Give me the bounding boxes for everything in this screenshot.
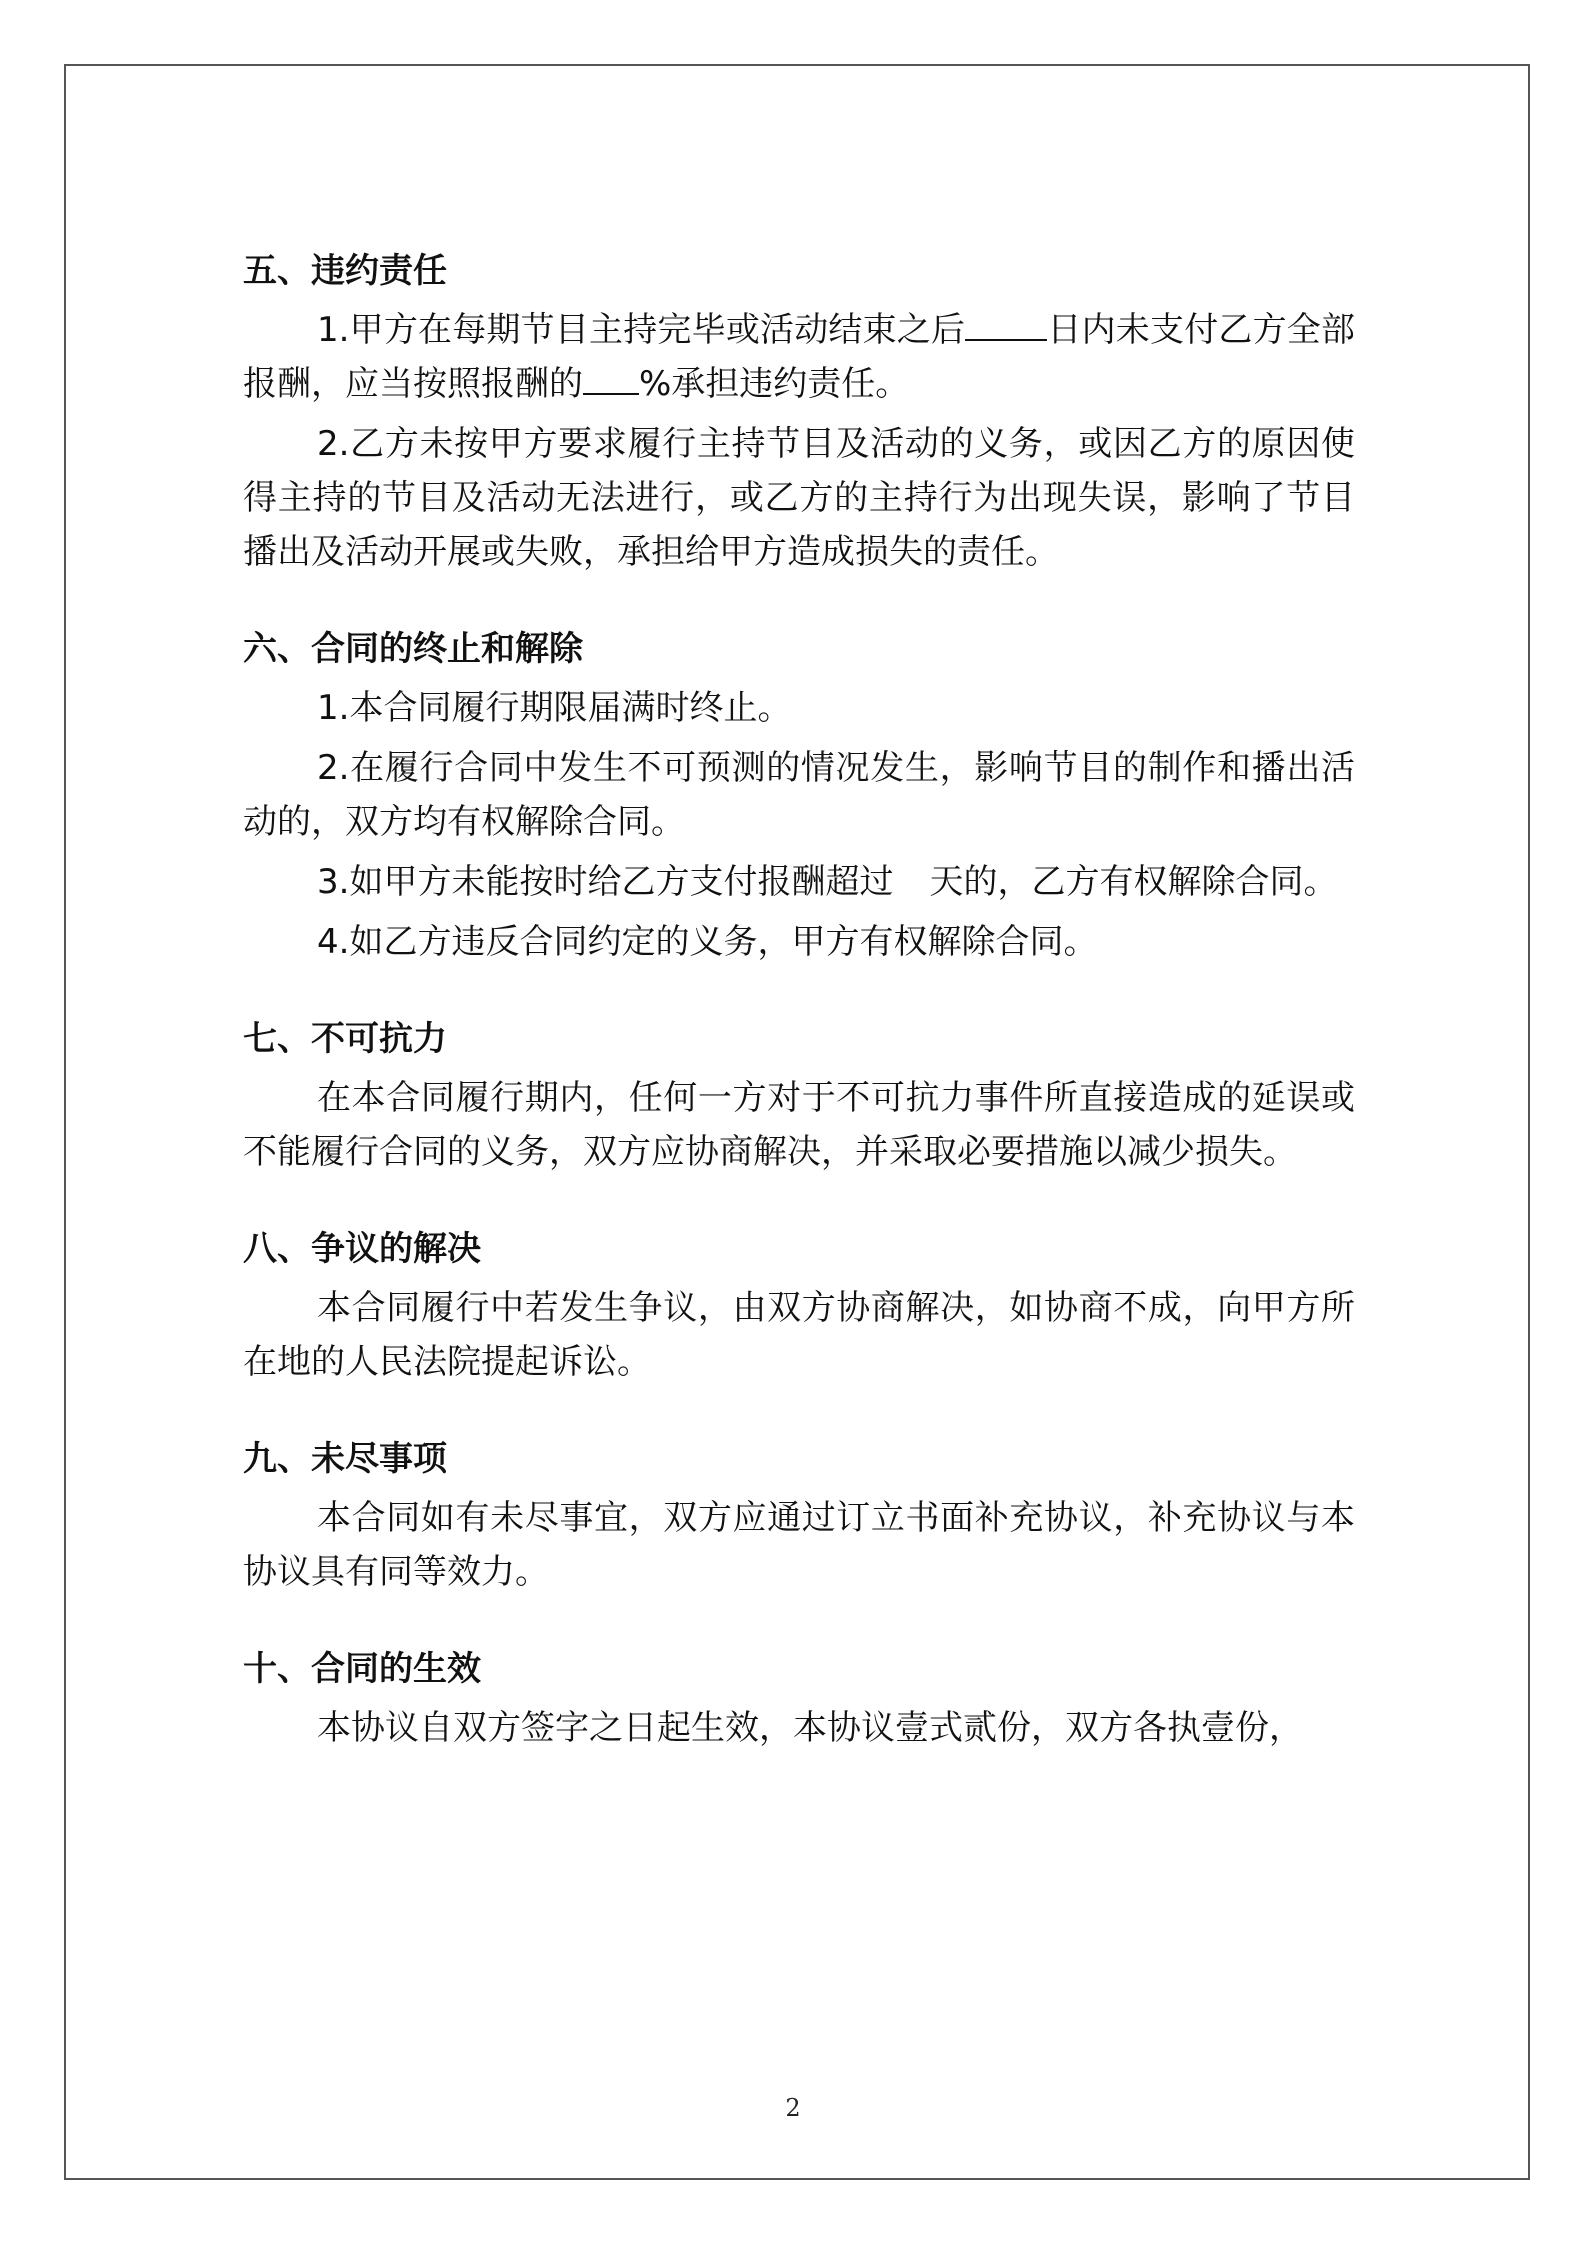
document-body — [243, 245, 1355, 1799]
clause-paragraph — [243, 303, 1355, 411]
section-breach-liability — [243, 245, 1355, 579]
clause-paragraph — [243, 855, 1355, 909]
clause-paragraph: 4.如乙方违反合同约定的义务，甲方有权解除合同。 — [317, 922, 1098, 962]
fill-in-blank-percent[interactable] — [583, 357, 639, 395]
section-heading: 十、合同的生效 — [243, 1649, 481, 1689]
section-heading: 八、争议的解决 — [243, 1229, 481, 1269]
clause-text: 3.如甲方未能按时给乙方支付报酬超过 — [317, 862, 894, 902]
clause-text: %承担违约责任。 — [639, 364, 910, 404]
page-number: 2 — [785, 2094, 801, 2122]
clause-paragraph: 2.在履行合同中发生不可预测的情况发生，影响节目的制作和播出活动的，双方均有权解除合同。 — [243, 748, 1355, 842]
section-termination — [243, 623, 1355, 969]
section-force-majeure — [243, 1013, 1355, 1179]
section-dispute-resolution — [243, 1223, 1355, 1389]
clause-paragraph: 本合同如有未尽事宜，双方应通过订立书面补充协议，补充协议与本协议具有同等效力。 — [243, 1498, 1355, 1592]
section-heading: 九、未尽事项 — [243, 1439, 447, 1479]
clause-paragraph: 2.乙方未按甲方要求履行主持节目及活动的义务，或因乙方的原因使得主持的节目及活动无法进行，或乙方的主持行为出现失误，影响了节目播出及活动开展或失败，承担给甲方造成损失的责任。 — [243, 424, 1355, 572]
clause-text: 1.甲方在每期节目主持完毕或活动结束之后 — [317, 310, 966, 350]
clause-paragraph: 本合同履行中若发生争议，由双方协商解决，如协商不成，向甲方所在地的人民法院提起诉讼。 — [243, 1288, 1355, 1382]
clause-text: 天的，乙方有权解除合同。 — [929, 862, 1338, 902]
fill-in-blank-days[interactable] — [965, 303, 1047, 341]
section-heading: 六、合同的终止和解除 — [243, 629, 583, 669]
section-heading: 七、不可抗力 — [243, 1019, 447, 1059]
section-outstanding-matters — [243, 1433, 1355, 1599]
clause-paragraph: 1.本合同履行期限届满时终止。 — [317, 688, 792, 728]
clause-text: 日内未支付乙方全部报酬，应当按照报酬的 — [243, 310, 1355, 404]
section-heading: 五、违约责任 — [243, 251, 447, 291]
clause-paragraph: 在本合同履行期内，任何一方对于不可抗力事件所直接造成的延误或不能履行合同的义务，双方应协商解决，并采取必要措施以减少损失。 — [243, 1078, 1355, 1172]
clause-paragraph: 本协议自双方签字之日起生效，本协议壹式贰份，双方各执壹份， — [317, 1708, 1303, 1748]
section-effectiveness — [243, 1643, 1355, 1755]
